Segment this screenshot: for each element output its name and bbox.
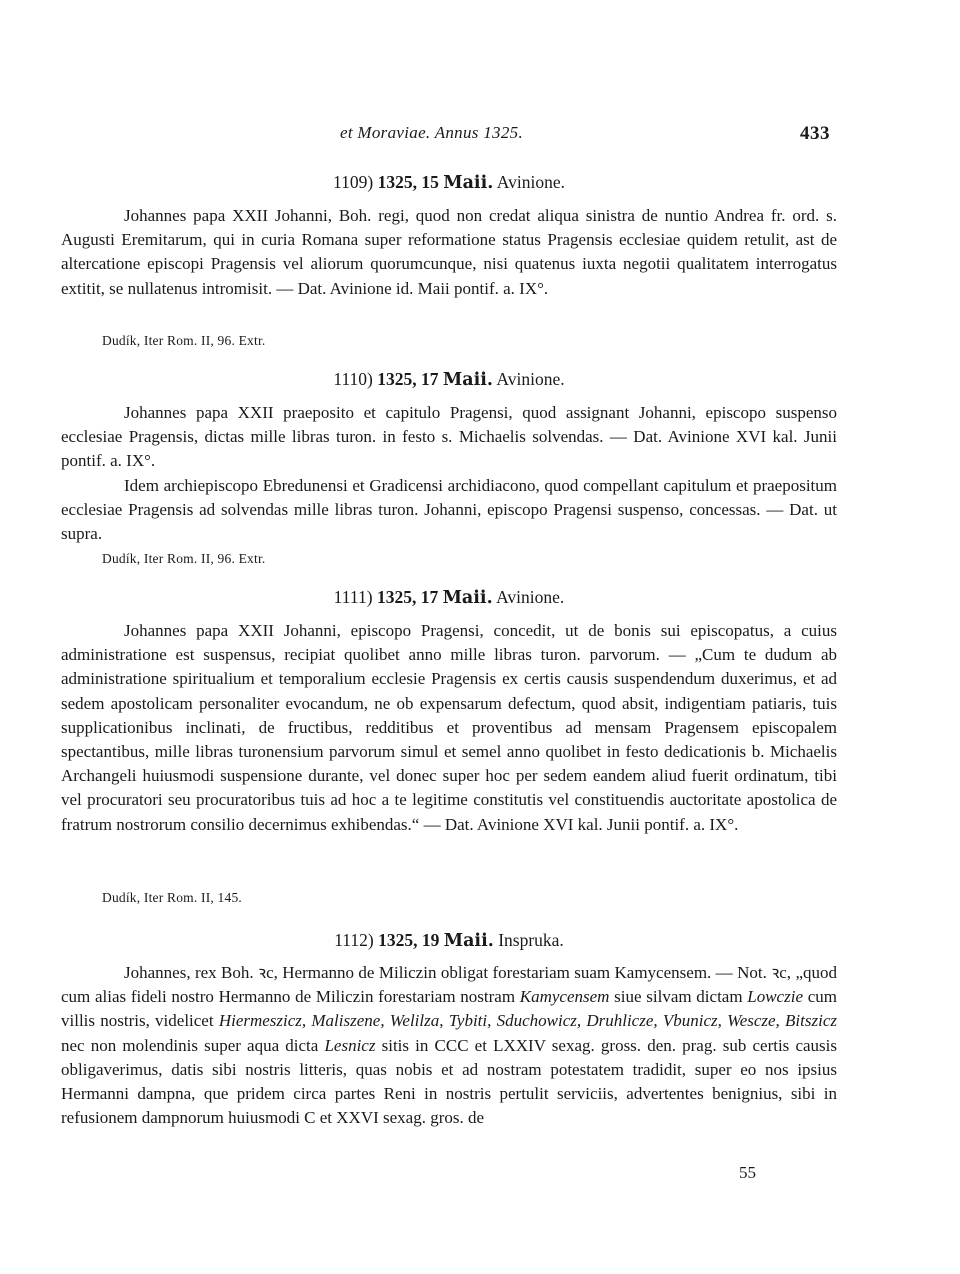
entry-date: 1325, 15	[377, 172, 439, 192]
entry-text-1110-b: Idem archiepiscopo Ebredunensi et Gradicensi archidiacono, quod compellant capitulum et praepositum ecclesiae Pragensis ad solvendas mille libras turon. Johanni, episcopo Pragensi suspenso, concessas. — Dat. ut supra.	[61, 476, 837, 544]
entry-date: 1325, 17	[376, 587, 439, 607]
place-name: Lesnicz	[324, 1035, 376, 1055]
text-segment: cum villis nostris, videlicet	[61, 987, 837, 1031]
page-number: 433	[800, 123, 830, 144]
entry-source-1110: Dudík, Iter Rom. II, 96. Extr.	[102, 551, 266, 566]
running-title: et Moraviae. Annus 1325.	[340, 123, 524, 142]
entry-source-1109: Dudík, Iter Rom. II, 96. Extr.	[102, 333, 266, 348]
entry-heading-1110	[61, 367, 837, 392]
entry-month: Maii.	[443, 173, 494, 193]
entry-month: Maii.	[442, 588, 493, 608]
entry-month: Maii.	[442, 370, 493, 390]
entry-date: 1325, 17	[377, 369, 439, 389]
entry-number: 1112)	[334, 930, 374, 950]
entry-month: Maii.	[443, 931, 494, 951]
entry-heading-1111	[61, 585, 837, 610]
entry-text-1109: Johannes papa XXII Johanni, Boh. regi, quod non credat aliqua sinistra de nuntio Andrea fr. ord. s. Augusti Eremitarum, qui in curia Romana super reformatione status Pragensis ecclesiae quidem retulit, ast de altercatione episcopi Pragensis vel aliorum quorumcunque, nisi quatenus iuxta negotii qualitatem interrogatus extitit, se nullatenus intromisit. — Dat. Avinione id. Maii pontif. a. IX°.	[61, 206, 837, 298]
entry-heading-1109	[61, 170, 837, 195]
text-segment: nec non molendinis super aqua dicta	[61, 1035, 325, 1055]
entry-place: Inspruka.	[498, 930, 564, 950]
entry-text-1112	[61, 961, 837, 1130]
entry-place: Avinione.	[496, 587, 565, 607]
entry-number: 1111)	[333, 587, 373, 607]
entry-text-1110: Johannes papa XXII praeposito et capitulo Pragensi, quod assignant Johanni, episcopo suspenso ecclesiae Pragensis, dictas mille libras turon. in festo s. Michaelis solvendas. — Dat. Avinione XVI kal. Junii pontif. a. IX°.	[61, 403, 837, 471]
place-name: Lowczie	[747, 987, 803, 1007]
entry-source-1111: Dudík, Iter Rom. II, 145.	[102, 890, 242, 905]
text-segment: sitis in CCC et LXXIV sexag. gross. den. prag. sub certis causis obligaverimus, datis sibi nostris litteris, quas nobis et ad nostram potestatem tradidit, super eo nos ipsius Hermanni dampna, que pridem circa partes Reni in nostris pertulit serviciis, advertentes benignius, sibi in refusionem dampnorum huiusmodi C et XXVI sexag. gros. de	[61, 1035, 837, 1128]
entry-heading-1112	[61, 928, 837, 953]
signature-mark: 55	[739, 1163, 756, 1182]
entry-place: Avinione.	[496, 369, 565, 389]
entry-date: 1325, 19	[378, 930, 440, 950]
text-segment: Johannes, rex Boh. ꝛc, Hermanno de Miliczin obligat forestariam suam Kamycensem. — Not. ꝛc, „quod cum alias fideli nostro Hermanno de Miliczin forestariam nostram	[61, 963, 837, 1007]
entry-place: Avinione.	[496, 172, 565, 192]
text-segment: siue silvam dictam	[609, 987, 748, 1007]
entry-text-1111: Johannes papa XXII Johanni, episcopo Pragensi, concedit, ut de bonis sui episcopatus, a cuius administratione est suspensus, recipiat quolibet anno mille libras turon. parvorum. — „Cum te dudum ab administratione spiritualium et temporalium ecclesie Pragensis ex certis causis suspendendum duxerimus, et ad sedem apostolicam personaliter evocandum, ne ob expensarum defectum, quod absit, indigentiam patiaris, tuis supplicationibus inclinati, de fructibus, redditibus et proventibus ad mensam Pragensem episcopalem spectantibus, mille libras turonensium parvorum simul et semel anno quolibet in festo dedicationis b. Michaelis Archangeli huiusmodi suspensione durante, vel donec super hoc per sedem eandem aliud fuerit ordinatum, tibi vel procuratori seu procuratoribus tuis ad hoc a te legitime constitutis vel constituendis auctoritate apostolica de fratrum nostrorum consilio decernimus exhibendas.“ — Dat. Avinione XVI kal. Junii pontif. a. IX°.	[61, 621, 837, 834]
entry-number: 1110)	[333, 369, 373, 389]
place-names: Hiermeszicz, Maliszene, Welilza, Tybiti, Sduchowicz, Druhlicze, Vbunicz, Wescze, Bitszicz	[218, 1011, 837, 1031]
entry-number: 1109)	[333, 172, 374, 192]
running-head	[0, 123, 960, 145]
place-name: Kamycensem	[519, 987, 610, 1007]
